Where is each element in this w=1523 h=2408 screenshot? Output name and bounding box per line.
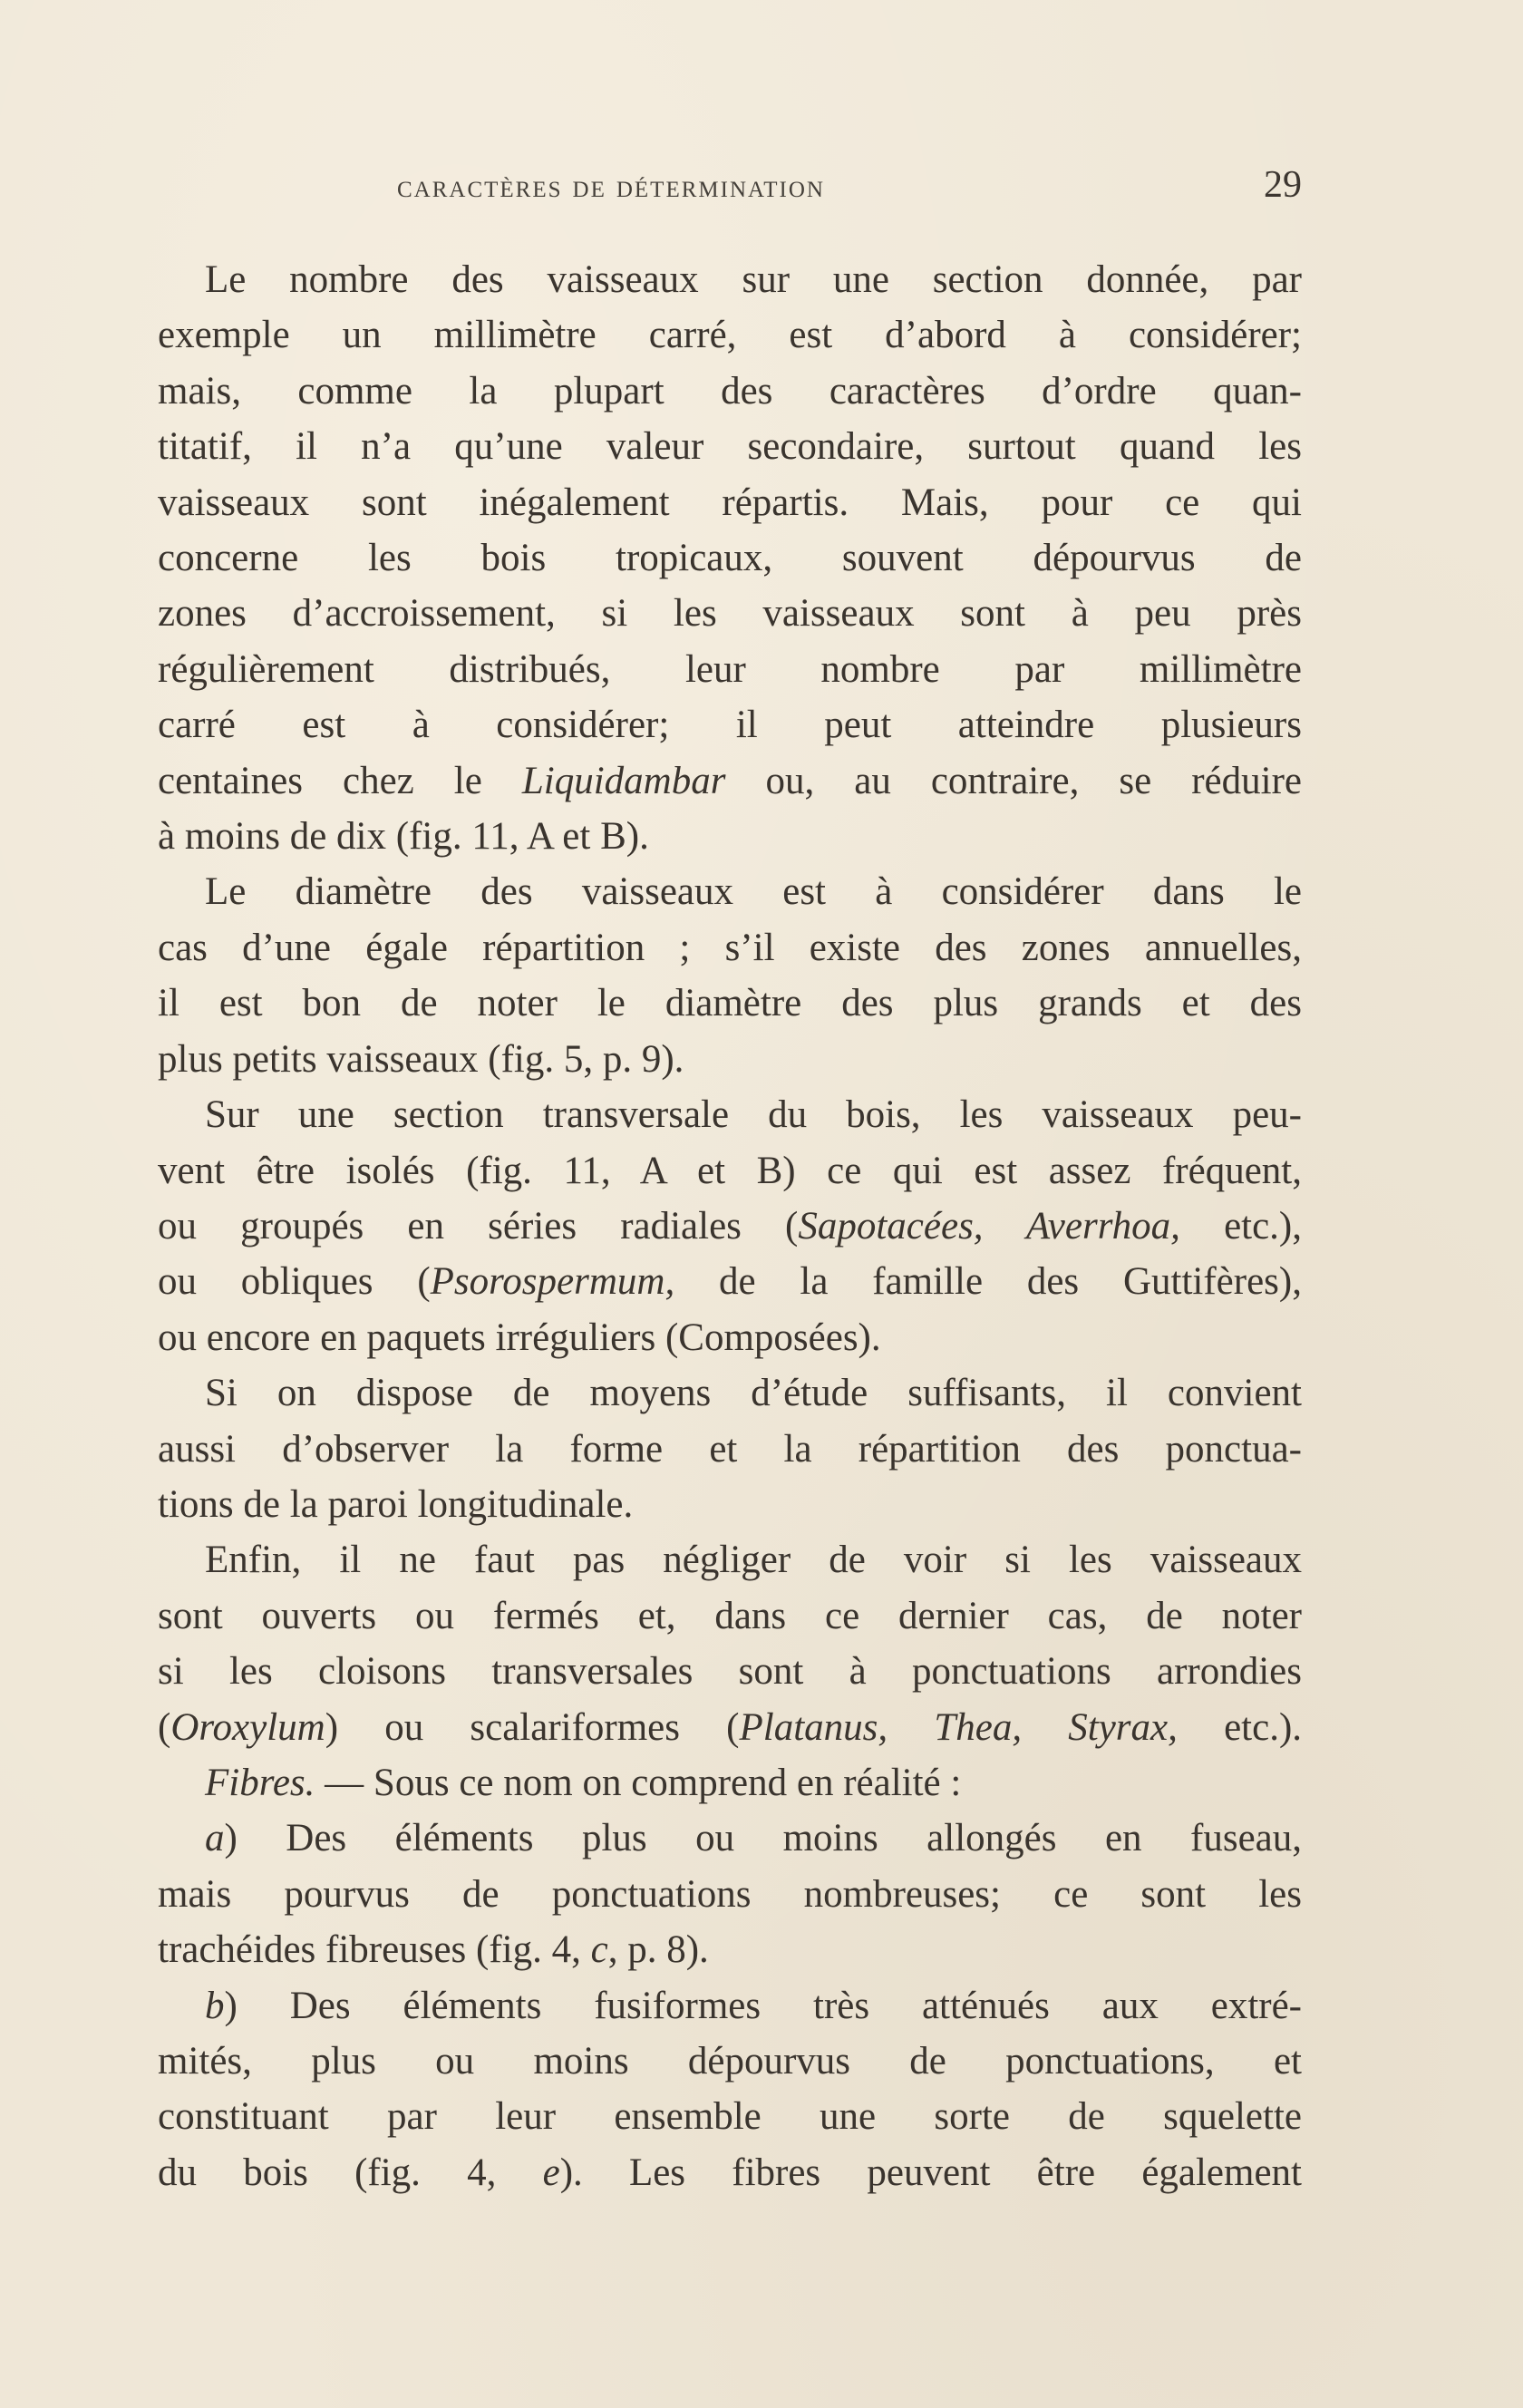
text-line [158,920,1302,976]
italic-text: Liquidambar [521,759,726,802]
text-line [158,475,1302,530]
body-text [158,252,1302,2200]
italic-text: a [205,1817,225,1860]
text-line [158,1644,1302,1699]
text-run: ou groupés en séries radiales ( [158,1204,799,1248]
text-run: carré est à considérer; il peut atteindre plusieurs [158,704,1302,747]
text-run: titatif, il n’a qu’une valeur secondaire, surtout quand les [158,425,1302,469]
text-run: à moins de dix (fig. 11, A et B). [158,815,649,859]
text-run: Le nombre des vaisseaux sur une section donnée, par [205,258,1302,301]
page-number: 29 [1264,164,1302,206]
text-run: exemple un millimètre carré, est d’abord à considérer; [158,314,1302,357]
text-line [158,1755,1302,1811]
italic-text: Fibres. [205,1761,315,1804]
text-run: vaisseaux sont inégalement répartis. Mais, pour ce qui [158,481,1302,524]
text-line [158,864,1302,919]
text-run: plus petits vaisseaux (fig. 5, p. 9). [158,1037,684,1081]
text-run: concerne les bois tropicaux, souvent dépourvus de [158,537,1302,580]
italic-text: e [542,2151,560,2194]
text-run: du bois (fig. 4, [158,2151,543,2194]
text-line [158,1422,1302,1477]
italic-text: Psorospermum, [430,1260,675,1304]
text-line [158,419,1302,474]
text-line [158,2145,1302,2200]
text-line [158,2034,1302,2089]
text-run: trachéides fibreuses (fig. 4, [158,1928,591,1972]
text-line [158,1087,1302,1142]
text-run: ) Des éléments fusiformes très atténués aux extré- [224,1984,1302,2027]
text-run: Sur une section transversale du bois, les vaisseaux peu- [205,1093,1302,1137]
text-line [158,1143,1302,1199]
running-head [158,160,1302,214]
text-line [158,364,1302,419]
italic-text: b [205,1984,225,2027]
text-line [158,1588,1302,1644]
text-line [158,753,1302,809]
text-run: etc.), [1179,1204,1302,1248]
text-line [158,642,1302,697]
text-run: vent être isolés (fig. 11, A et B) ce qui est assez fréquent, [158,1149,1302,1192]
text-line [158,976,1302,1031]
text-run: ) Des éléments plus ou moins allongés en fuseau, [224,1817,1302,1860]
text-line [158,1310,1302,1365]
italic-text: c [590,1928,608,1972]
italic-text: Sapotacées, Averrhoa, [798,1204,1180,1248]
italic-text: Oroxylum [170,1705,325,1749]
text-run: tions de la paroi longitudinale. [158,1482,634,1526]
text-run: si les cloisons transversales sont à ponctuations arrondies [158,1650,1302,1694]
text-line [158,1254,1302,1309]
text-run: , p. 8). [607,1928,709,1972]
text-run: mais, comme la plupart des caractères d’ordre quan- [158,369,1302,413]
text-run: de la famille des Guttifères), [674,1260,1302,1304]
text-line [158,1532,1302,1588]
text-run: ( [158,1705,171,1749]
text-run: ou, au contraire, se réduire [725,759,1302,802]
text-line [158,307,1302,363]
text-run: Enfin, il ne faut pas négliger de voir si les vaisseaux [205,1539,1302,1582]
text-line [158,252,1302,307]
running-title: caractères de détermination [397,168,825,204]
text-run: ou obliques ( [158,1260,431,1304]
text-run: centaines chez le [158,759,522,802]
text-run: ) ou scalariformes ( [325,1705,740,1749]
text-run: ou encore en paquets irréguliers (Composées). [158,1316,881,1359]
text-line [158,1811,1302,1866]
text-line [158,2089,1302,2144]
text-run: Le diamètre des vaisseaux est à considérer dans le [205,870,1302,914]
text-line [158,809,1302,864]
text-line [158,1978,1302,2034]
text-run: etc.). [1177,1705,1302,1749]
text-line [158,1199,1302,1254]
text-run: mités, plus ou moins dépourvus de ponctuations, et [158,2040,1302,2083]
italic-text: Platanus, Thea, Styrax, [739,1705,1178,1749]
text-line [158,1477,1302,1532]
text-run: mais pourvus de ponctuations nombreuses; ce sont les [158,1872,1302,1916]
text-run: ). Les fibres peuvent être également [559,2151,1302,2194]
text-run: il est bon de noter le diamètre des plus grands et des [158,982,1302,1025]
text-line [158,1700,1302,1755]
text-line [158,1922,1302,1977]
text-line [158,530,1302,586]
text-line [158,586,1302,641]
text-line [158,1867,1302,1922]
text-run: constituant par leur ensemble une sorte de squelette [158,2095,1302,2139]
text-line [158,1032,1302,1087]
text-line [158,1365,1302,1421]
text-run: Si on dispose de moyens d’étude suffisants, il convient [205,1372,1302,1415]
text-run: régulièrement distribués, leur nombre par millimètre [158,647,1302,691]
text-run: zones d’accroissement, si les vaisseaux sont à peu près [158,592,1302,636]
text-run: sont ouverts ou fermés et, dans ce dernier cas, de noter [158,1594,1302,1637]
text-line [158,697,1302,752]
text-run: cas d’une égale répartition ; s’il existe des zones annuelles, [158,926,1302,969]
text-run: aussi d’observer la forme et la répartition des ponctua- [158,1427,1302,1471]
text-run: — Sous ce nom on comprend en réalité : [315,1761,962,1804]
